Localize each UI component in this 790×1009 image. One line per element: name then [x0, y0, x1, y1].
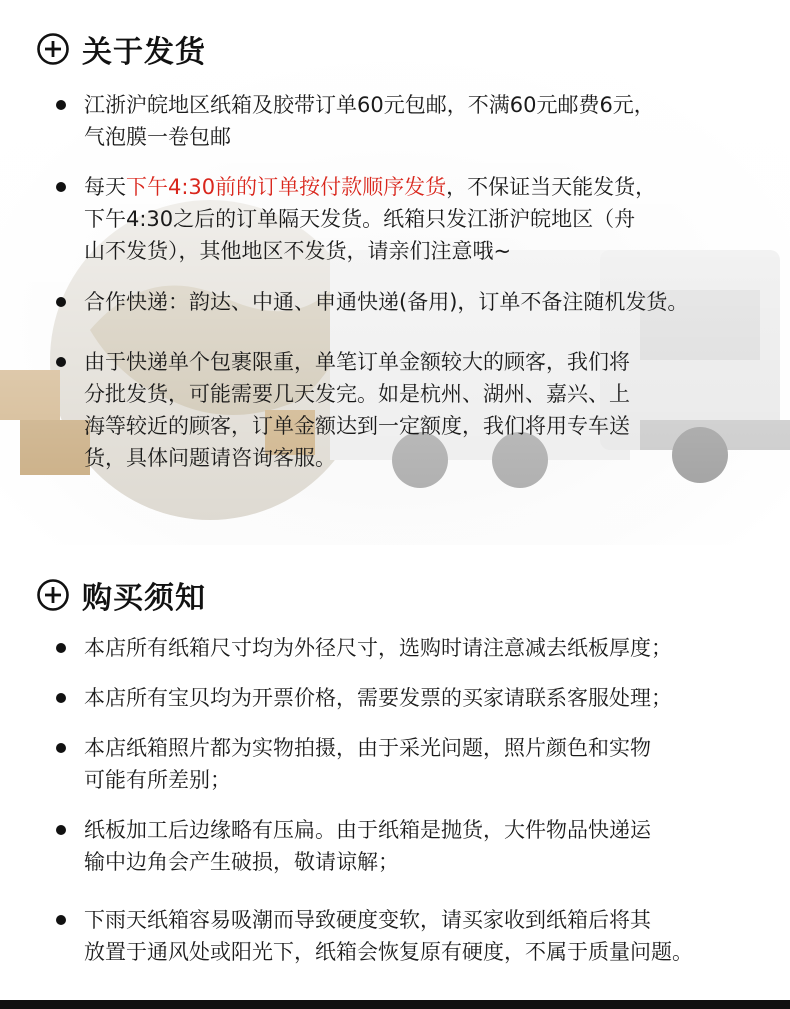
bullet-dot-icon	[56, 357, 66, 367]
plus-circle-icon	[36, 32, 70, 66]
shipping-heading	[36, 27, 206, 71]
list-item: 纸板加工后边缘略有压扁。由于纸箱是抛货，大件物品快递运 输中边角会产生破损，敬请谅解；	[56, 814, 756, 878]
purchase-heading	[36, 573, 206, 617]
purchase-notice-section	[0, 545, 790, 1000]
list-item: 合作快递：韵达、中通、申通快递(备用)，订单不备注随机发货。	[56, 286, 756, 318]
list-item: 江浙沪皖地区纸箱及胶带订单60元包邮，不满60元邮费6元， 气泡膜一卷包邮	[56, 89, 756, 153]
bullet-dot-icon	[56, 182, 66, 192]
list-item: 下雨天纸箱容易吸潮而导致硬度变软，请买家收到纸箱后将其 放置于通风处或阳光下，纸箱会恢复原有硬度，不属于质量问题。	[56, 904, 756, 968]
plus-circle-icon	[36, 578, 70, 612]
list-item: 由于快递单个包裹限重，单笔订单金额较大的顾客，我们将 分批发货，可能需要几天发完。如是杭州、湖州、嘉兴、上 海等较近的顾客，订单金额达到一定额度，我们将用专车送 货，具体问题请咨询客服。	[56, 346, 756, 474]
bullet-dot-icon	[56, 825, 66, 835]
purchase-title: 购买须知	[82, 581, 206, 616]
bullet-dot-icon	[56, 643, 66, 653]
list-item: 本店所有纸箱尺寸均为外径尺寸，选购时请注意减去纸板厚度；	[56, 632, 756, 664]
bullet-dot-icon	[56, 100, 66, 110]
shipping-title: 关于发货	[82, 35, 206, 70]
list-item: 本店所有宝贝均为开票价格，需要发票的买家请联系客服处理；	[56, 682, 756, 714]
bullet-dot-icon	[56, 743, 66, 753]
bottom-divider-bar	[0, 1000, 790, 1009]
list-item: 每天下午4:30前的订单按付款顺序发货，不保证当天能发货， 下午4:30之后的订单隔天发货。纸箱只发江浙沪皖地区（舟 山不发货），其他地区不发货，请亲们注意哦~	[56, 171, 756, 267]
list-item: 本店纸箱照片都为实物拍摄，由于采光问题，照片颜色和实物 可能有所差别；	[56, 732, 756, 796]
bullet-dot-icon	[56, 693, 66, 703]
highlight-text: 下午4:30前的订单按付款顺序发货	[126, 175, 447, 199]
bullet-dot-icon	[56, 915, 66, 925]
bullet-dot-icon	[56, 297, 66, 307]
